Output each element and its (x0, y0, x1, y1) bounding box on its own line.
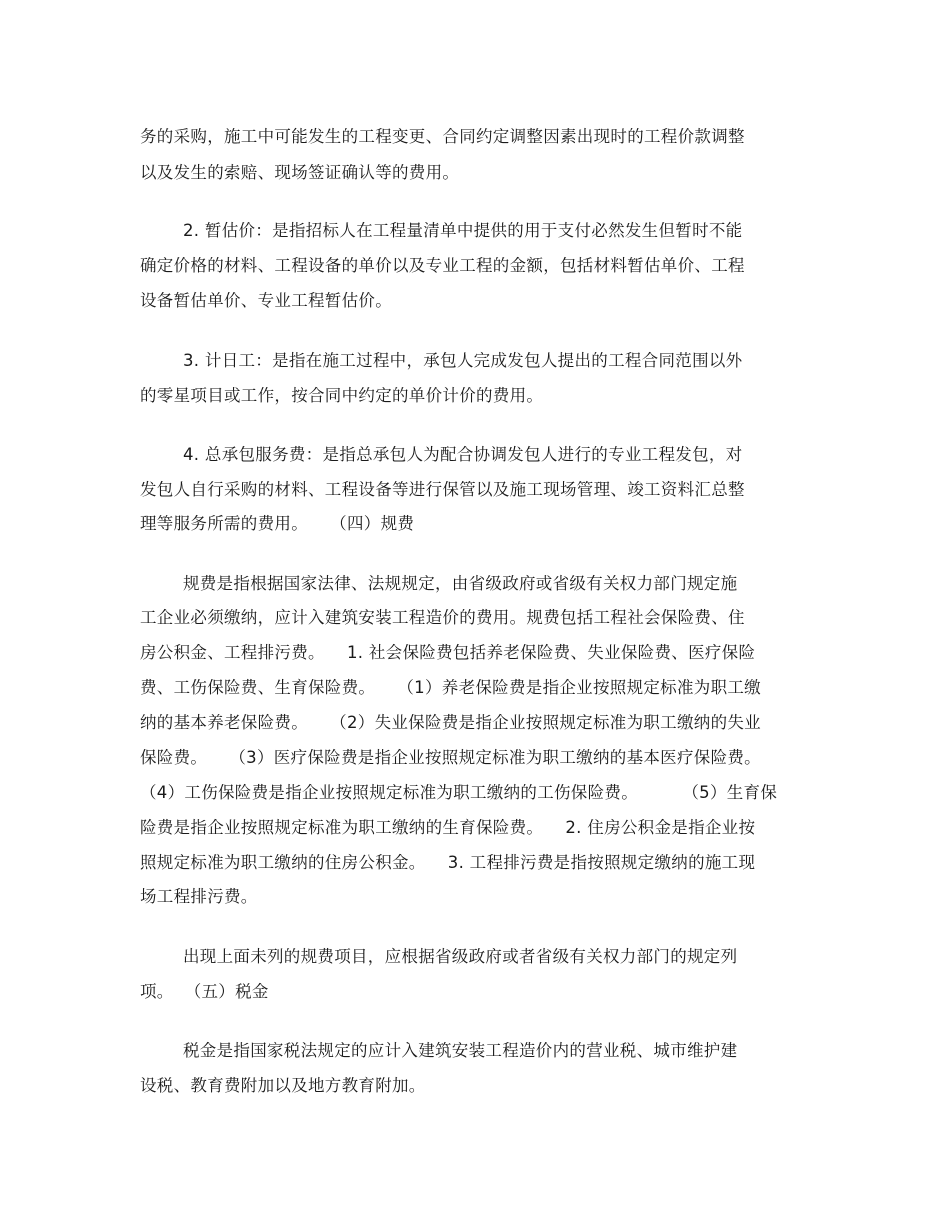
text-line: 项。 （五）税金 (140, 982, 269, 1001)
text-line: 规费是指根据国家法律、法规规定，由省级政府或省级有关权力部门规定施 (183, 574, 738, 593)
text-line: 房公积金、工程排污费。 1. 社会保险费包括养老保险费、失业保险费、医疗保险 (140, 643, 756, 662)
text-line: 保险费。 （3）医疗保险费是指企业按照规定标准为职工缴纳的基本医疗保险费。 (140, 748, 761, 767)
text-line: 纳的基本养老保险费。 （2）失业保险费是指企业按照规定标准为职工缴纳的失业 (140, 713, 761, 732)
text-line: 2. 暂估价：是指招标人在工程量清单中提供的用于支付必然发生但暂时不能 (183, 221, 743, 240)
text-line: 费、工伤保险费、生育保险费。 （1）养老保险费是指企业按照规定标准为职工缴 (140, 678, 761, 697)
text-line: 税金是指国家税法规定的应计入建筑安装工程造价内的营业税、城市维护建 (183, 1041, 738, 1060)
text-line: 设税、教育费附加以及地方教育附加。 (140, 1076, 426, 1095)
text-line: 设备暂估单价、专业工程暂估价。 (140, 291, 392, 310)
text-line: 发包人自行采购的材料、工程设备等进行保管以及施工现场管理、竣工资料汇总整 (140, 480, 745, 499)
text-line: 险费是指企业按照规定标准为职工缴纳的生育保险费。 2. 住房公积金是指企业按 (140, 818, 756, 837)
text-line: 的零星项目或工作，按合同中约定的单价计价的费用。 (140, 386, 544, 405)
text-line: 工企业必须缴纳，应计入建筑安装工程造价的费用。规费包括工程社会保险费、住 (140, 608, 745, 627)
text-line: 出现上面未列的规费项目，应根据省级政府或者省级有关权力部门的规定列 (183, 947, 738, 966)
text-line: 场工程排污费。 (140, 887, 258, 906)
text-line: 4. 总承包服务费：是指总承包人为配合协调发包人进行的专业工程发包，对 (183, 445, 743, 464)
text-line: 务的采购，施工中可能发生的工程变更、合同约定调整因素出现时的工程价款调整 (140, 127, 745, 146)
text-line: 确定价格的材料、工程设备的单价以及专业工程的金额，包括材料暂估单价、工程 (140, 256, 745, 275)
text-line: （4）工伤保险费是指企业按照规定标准为职工缴纳的工伤保险费。 （5）生育保 (140, 783, 778, 802)
text-line: 照规定标准为职工缴纳的住房公积金。 3. 工程排污费是指按照规定缴纳的施工现 (140, 853, 756, 872)
text-line: 理等服务所需的费用。 （四）规费 (140, 514, 415, 533)
text-line: 以及发生的索赔、现场签证确认等的费用。 (140, 163, 460, 182)
text-line: 3. 计日工：是指在施工过程中，承包人完成发包人提出的工程合同范围以外 (183, 351, 743, 370)
